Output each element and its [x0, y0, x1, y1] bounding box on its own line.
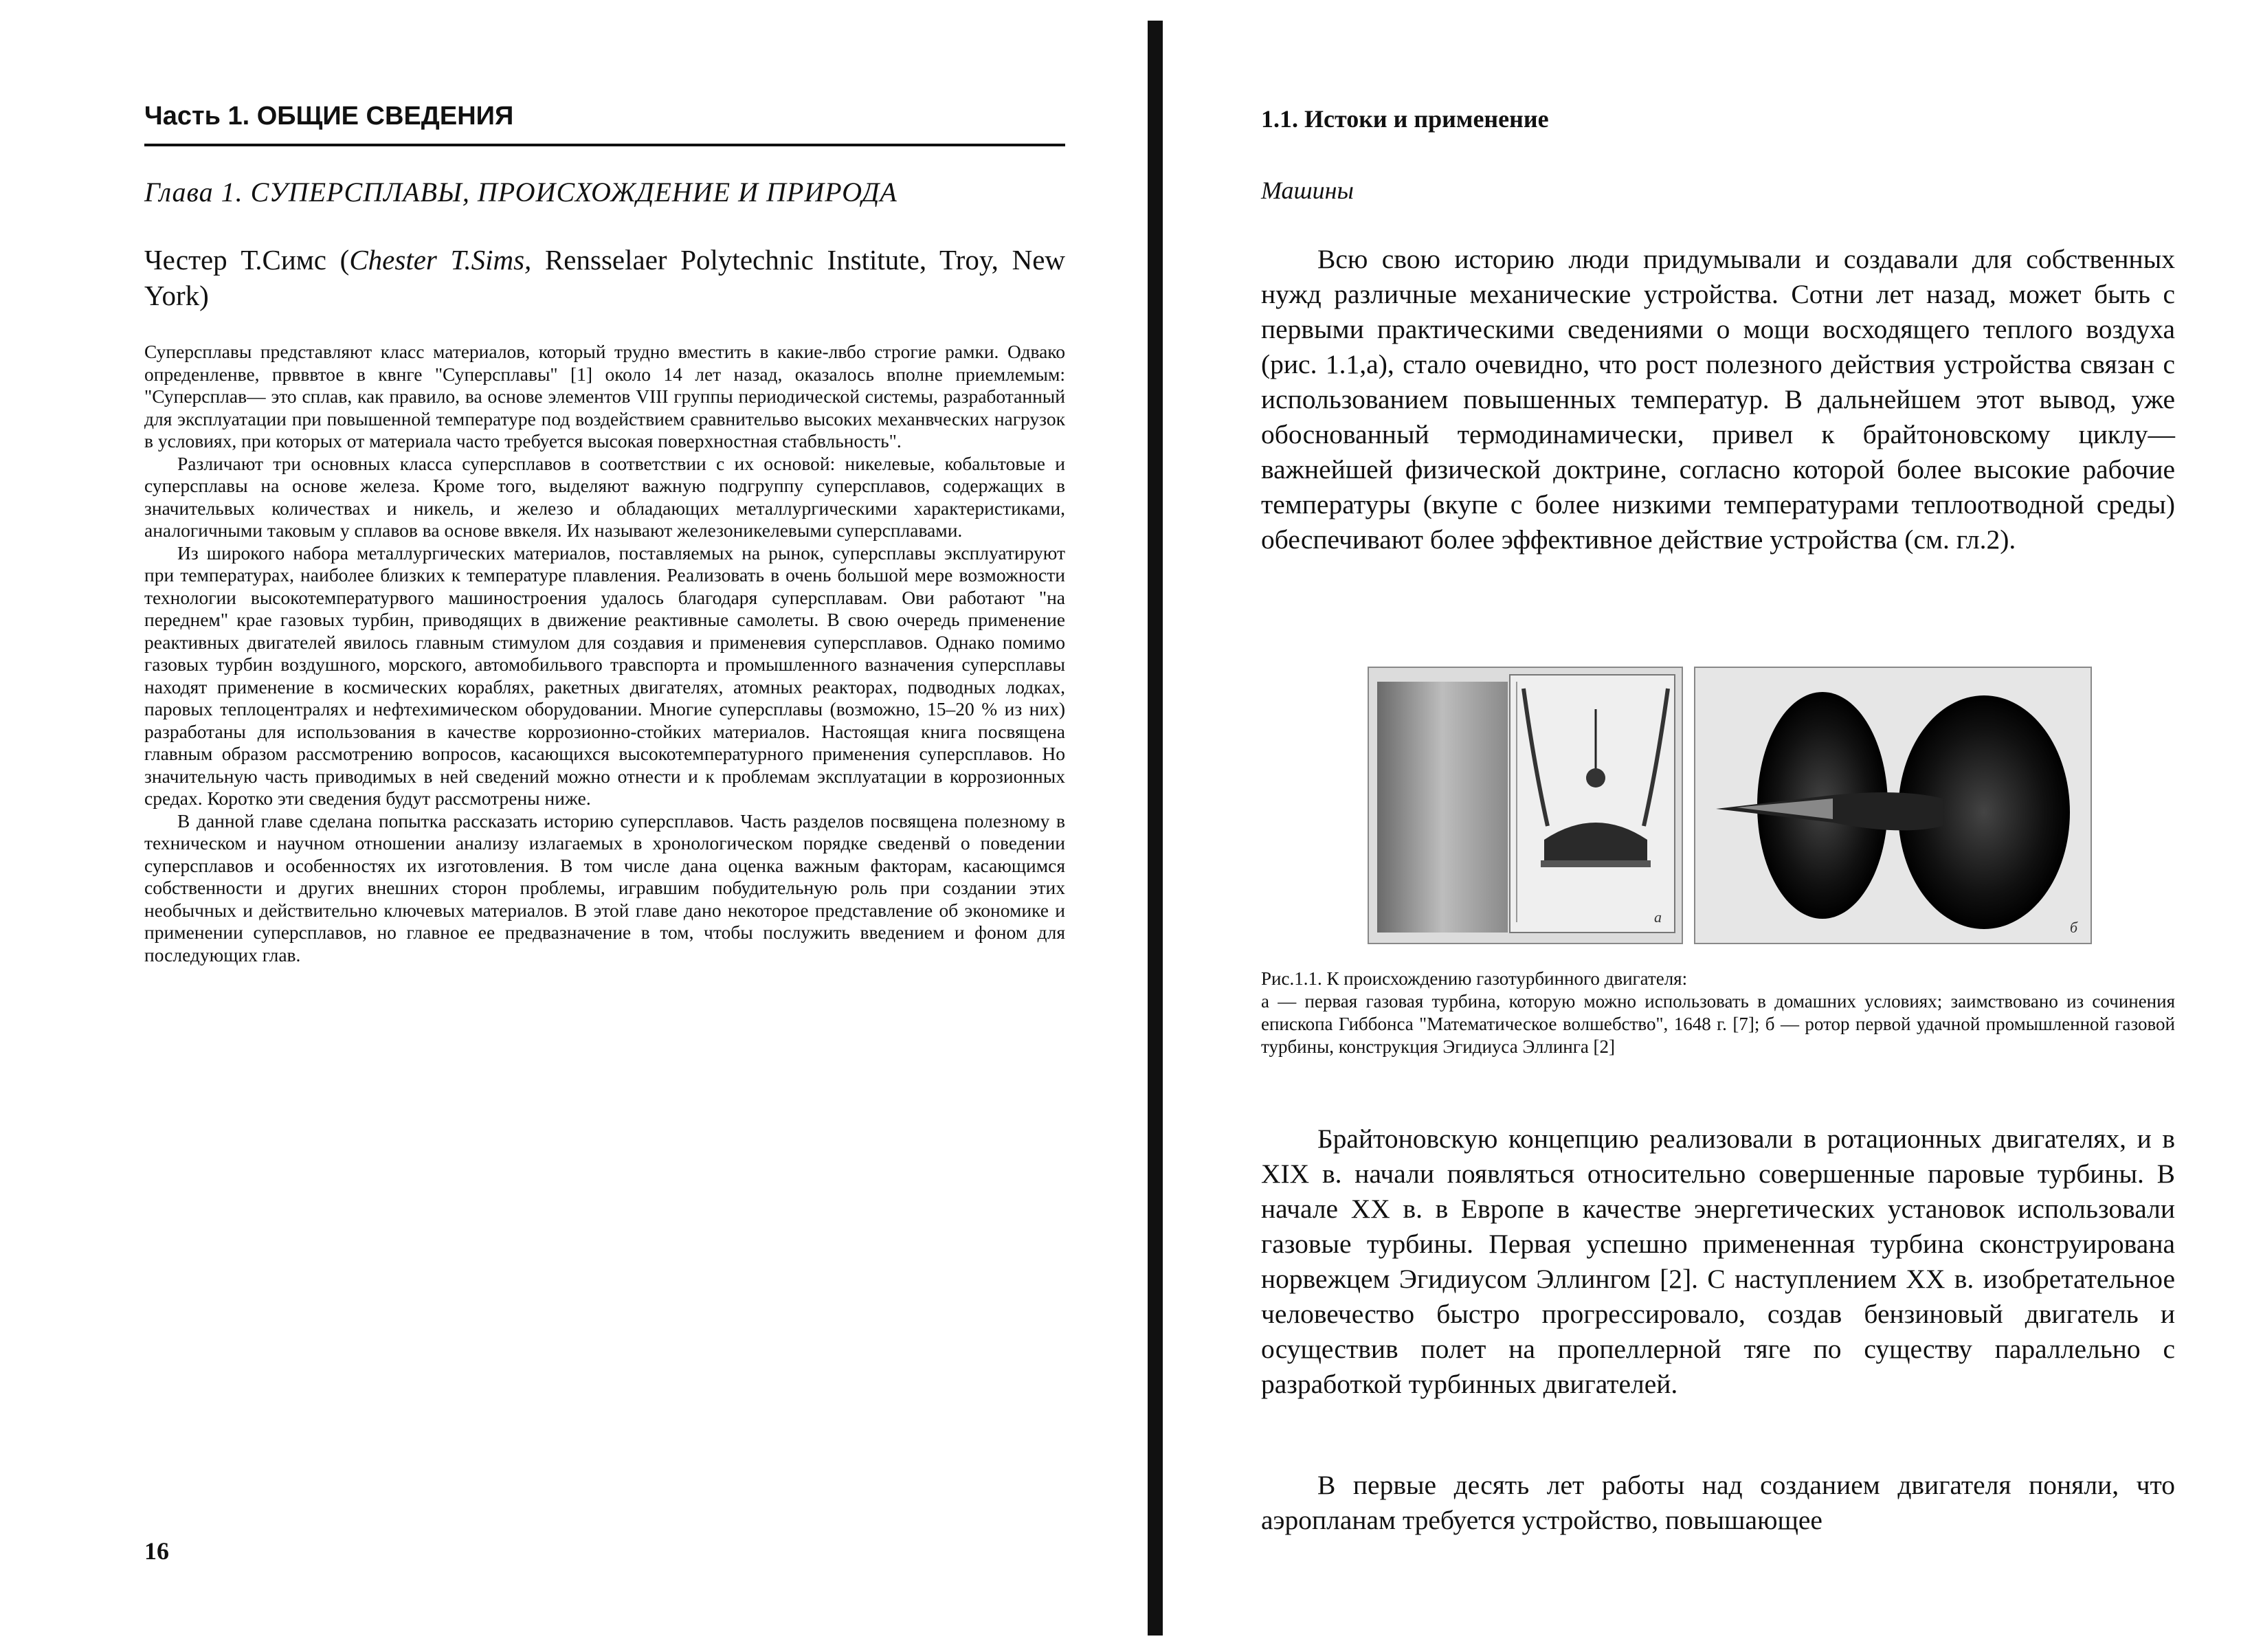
body-paragraph: Различают три основных класса суперсплавов в соответствии с их основой: никелевые, кобальтовые и суперсплавы на основе железа. Кроме того, выделяют важную подгруппу суперсплавов, содержащих в значительвых количествах и никель, и железо и обладающих металлургическими характеристиками, аналогичными таковым у сплавов ва основе ввкеля. Их называют железоникелевыми суперсплавами. — [144, 452, 1065, 541]
author-name-en: Chester T.Sims, — [349, 244, 532, 276]
chapter-title: Глава 1. СУПЕРСПЛАВЫ, ПРОИСХОЖДЕНИЕ И ПРИРОДА — [144, 177, 898, 208]
open-book-turbine-illustration — [1368, 667, 1683, 944]
body-paragraph: Всю свою историю люди придумывали и создавали для собственных нужд различные механические устройства. Сотни лет назад, может быть с первыми практическими сведениями о мощи восходящего теплого воздуха (рис. 1.1,а), стало очевидно, что рост полезного действия устройства связан с использованием повышенных температур. В дальнейшем этот вывод, уже обоснованный термодинамически, привел к брайтоновскому циклу— важнейшей физической доктрине, согласно которой более высокие рабочие температуры (вкупе с более низкими температурами теплоотводной среды) обеспечивают более эффективное действие устройства (см. гл.2). — [1261, 244, 2175, 555]
figure-caption — [1261, 968, 2175, 1058]
figure-panel-label-a: а — [1654, 908, 1662, 926]
page-number: 16 — [144, 1537, 169, 1565]
body-paragraph: Суперсплавы представляют класс материалов, который трудно вместить в какие-лвбо строгие рамки. Одвако опреденленве, првввтое в квнге "Суперсплавы" [1] около 14 лет назад, оказалось вполне приемлемым: "Суперсплав— это сплав, как правило, ва основе элементов VIII группы периодической системы, разработанный для эксплуатации при повышенной температуре под воздействием сравнительво высоких механвческих нагрузок в условиях, при которых от материала часто требуется высокая поверхностная стабвльность". — [144, 341, 1065, 451]
chapter-body — [144, 341, 1065, 966]
subsection-title: Машины — [1261, 177, 1354, 204]
turbine-rotor-illustration — [1694, 667, 2092, 944]
chapter-author — [144, 242, 1065, 313]
part-heading: Часть 1. ОБЩИЕ СВЕДЕНИЯ — [144, 102, 1065, 146]
caption-title: Рис.1.1. К происхождению газотурбинного двигателя: — [1261, 968, 1688, 989]
figure-1-1 — [1368, 667, 2089, 945]
author-name-ru: Честер Т.Симс ( — [144, 244, 350, 276]
author-affiliation: Rensselaer Polytechnic Institute, Troy, New York) — [144, 244, 1066, 311]
body-paragraph: В данной главе сделана попытка рассказать историю суперсплавов. Часть разделов посвящена полезному в техническом и научном отношении анализу излагаемых в хронологическом порядке сведенвй о поведении суперсплавов и особенностях их изготовления. В том числе дана оценка важным факторам, касающимся собственности и других внешних сторон проблемы, игравшим побудительную роль при создании этих необычных и действительно ключевых материалов. В этой главе дано некоторое представление об экономике и применении суперсплавов, но главное ее предвазначение в том, чтобы послужить введением и фоном для последующих глав. — [144, 810, 1065, 965]
body-paragraph: Из широкого набора металлургических материалов, поставляемых на рынок, суперсплавы эксплуатируют при температурах, наиболее близких к температуре плавления. Реализовать в очень большой мере возможности технологии высокотемпературвого машиностроения удалось благодаря суперсплавам. Ови работают "на переднем" крае газовых турбин, приводящих в движение реактивные самолеты. В свою очередь применение реактивных двигателей явилось главным стимулом для создавия и применевия суперсплавов. Однако помимо газовых турбин воздушного, морского, автомобильвого травспорта и промышленного вазначения суперсплавы находят применение в космических кораблях, ракетных двигателях, атомных реакторах, подводных лодках, паровых теплоцентралях и нефтехимическом оборудовании. Многие суперсплавы (возможно, 15–20 % из них) разработаны для использования в качестве коррозионно-стойких материалов. Настоящая книга посвящена главным образом рассмотрению вопросов, касающихся высокотемпературного применения суперсплавов. Но значительную часть приводимых в ней сведений можно отнести и к проблемам эксплуатации в коррозионных средах. Коротко эти сведения будут рассмотрены ниже. — [144, 542, 1065, 809]
section-title: 1.1. Истоки и применение — [1261, 105, 1549, 133]
caption-body: а — первая газовая турбина, которую можно использовать в домашних условиях; заимствовано из сочинения епископа Гиббонса "Математическое волшебство", 1648 г. [7]; б — ротор первой удачной промышленной газовой турбины, конструкция Эгидиуса Эллинга [2] — [1261, 991, 2175, 1057]
figure-panel-label-b: б — [2070, 919, 2078, 936]
body-paragraph: В первые десять лет работы над созданием двигателя поняли, что аэропланам требуется устройство, повышающее — [1261, 1470, 2175, 1535]
book-spine — [1148, 21, 1163, 1636]
body-paragraph: Брайтоновскую концепцию реализовали в ротационных двигателях, и в XIX в. начали появляться относительно совершенные паровые турбины. В начале XX в. в Европе в качестве энергетических установок использовали газовые турбины. Первая успешно примененная турбина сконструирована норвежцем Эгидиусом Эллингом [2]. С наступлением XX в. изобретательное человечество быстро прогрессировало, создав бензиновый двигатель и осуществив полет на пропеллерной тяге по существу параллельно с разработкой турбинных двигателей. — [1261, 1124, 2175, 1399]
